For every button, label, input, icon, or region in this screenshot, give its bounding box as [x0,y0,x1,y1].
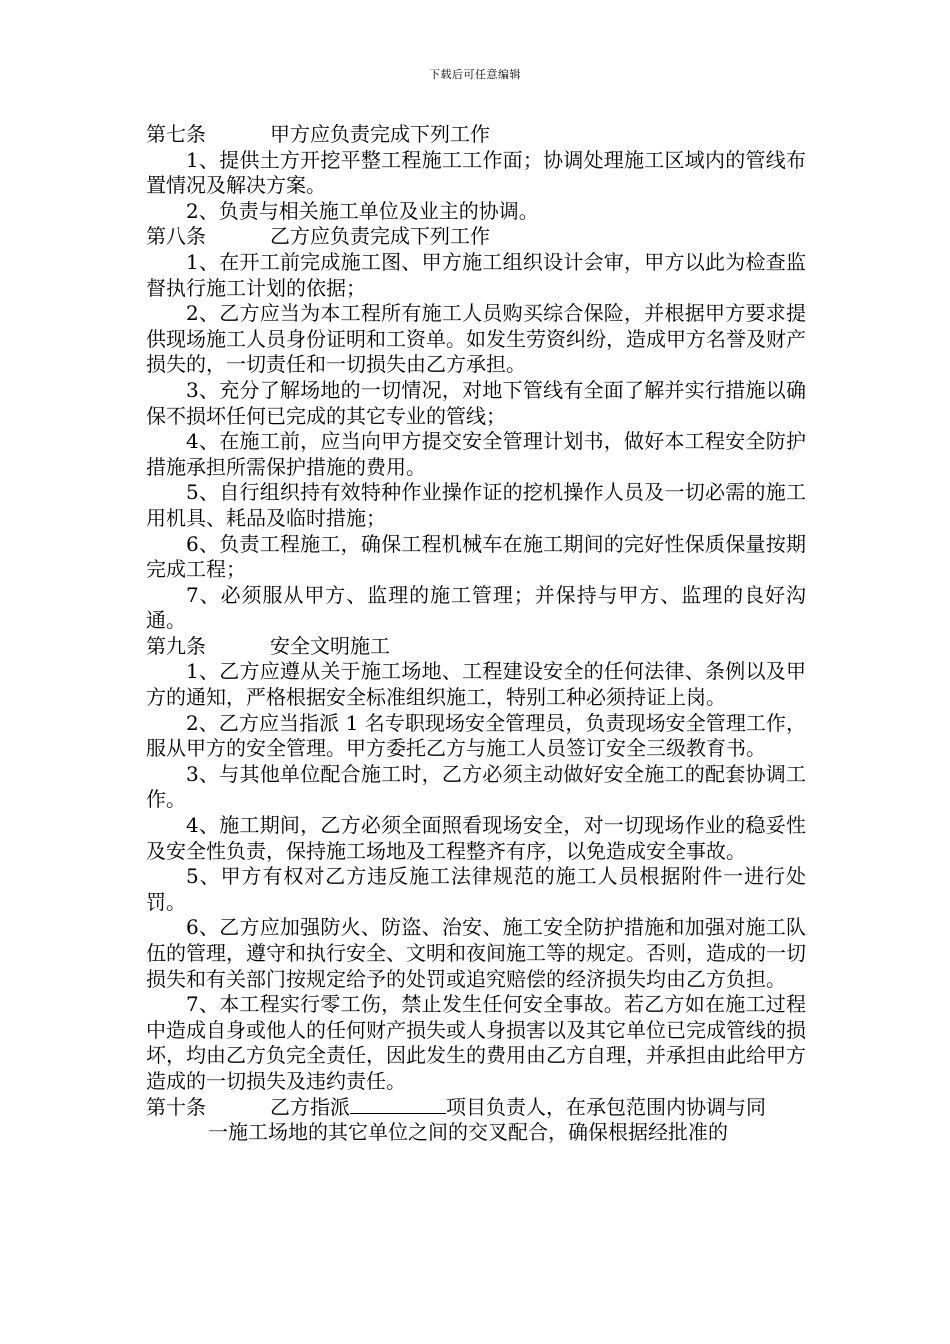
article-10-continuation: 一施工场地的其它单位之间的交叉配合，确保根据经批准的 [208,1120,728,1145]
article-9-heading [146,634,806,660]
article-7-item: 1、提供土方开挖平整工程施工工作面；协调处理施工区域内的管线布置情况及解决方案。 [146,147,806,198]
article-10-text-after: 项目负责人，在承包范围内协调与同 [446,1094,766,1119]
article-9-item: 7、本工程实行零工伤，禁止发生任何安全事故。若乙方如在施工过程中造成自身或他人的任何财产损失或人身损害以及其它单位已完成管线的损坏，均由乙方负完全责任，因此发生的费用由乙方自理，并承担由此给甲方造成的一切损失及违约责任。 [146,992,806,1093]
article-7-item: 2、负责与相关施工单位及业主的协调。 [186,198,539,223]
article-9-item: 6、乙方应加强防火、防盗、治安、施工安全防护措施和加强对施工队伍的管理，遵守和执行安全、文明和夜间施工等的规定。否则，造成的一切损失和有关部门按规定给予的处罚或追究赔偿的经济损失均由乙方负担。 [146,915,806,991]
article-9-item: 2、乙方应当指派 1 名专职现场安全管理员，负责现场安全管理工作，服从甲方的安全管理。甲方委托乙方与施工人员签订安全三级教育书。 [146,710,806,761]
article-title: 安全文明施工 [270,633,390,658]
article-number: 第七条 [146,122,206,146]
article-8-item: 4、在施工前，应当向甲方提交安全管理计划书，做好本工程安全防护措施承担所需保护措施的费用。 [146,429,806,479]
document-body [146,122,806,1146]
article-8-item: 5、自行组织持有效特种作业操作证的挖机操作人员及一切必需的施工用机具、耗品及临时措施； [146,480,806,530]
article-9-item: 3、与其他单位配合施工时，乙方必须主动做好安全施工的配套协调工作。 [146,761,806,812]
article-number: 第十条 [146,1094,206,1119]
download-note: 下载后可任意编辑 [429,68,521,81]
article-8-item: 3、充分了解场地的一切情况，对地下管线有全面了解并实行措施以确保不损坏任何已完成的其它专业的管线； [146,377,806,428]
article-title: 乙方应负责完成下列工作 [270,224,490,249]
article-8-item: 7、必须服从甲方、监理的施工管理；并保持与甲方、监理的良好沟通。 [146,582,806,633]
article-9-item: 4、施工期间，乙方必须全面照看现场安全，对一切现场作业的稳妥性及安全性负责，保持施工场地及工程整齐有序，以免造成安全事故。 [146,813,806,863]
article-number: 第八条 [146,224,206,249]
article-9-item: 5、甲方有权对乙方违反施工法律规范的施工人员根据附件一进行处罚。 [146,864,806,914]
article-8-item: 1、在开工前完成施工图、甲方施工组织设计会审，甲方以此为检查监督执行施工计划的依据； [146,249,806,300]
article-8-heading [146,224,806,250]
article-9-item: 1、乙方应遵从关于施工场地、工程建设安全的任何法律、条例以及甲方的通知，严格根据安全标准组织施工，特别工种必须持证上岗。 [146,659,806,710]
article-title: 甲方应负责完成下列工作 [270,122,490,146]
blank-fill-line [350,1095,446,1114]
article-10-heading [146,1095,806,1121]
article-8-item: 6、负责工程施工，确保工程机械车在施工期间的完好性保质保量按期完成工程； [146,531,806,582]
article-number: 第九条 [146,633,206,658]
article-7-heading [146,122,806,148]
article-10-text-before: 乙方指派 [270,1094,350,1119]
article-8-item: 2、乙方应当为本工程所有施工人员购买综合保险，并根据甲方要求提供现场施工人员身份证明和工资单。如发生劳资纠纷，造成甲方名誉及财产损失的，一切责任和一切损失由乙方承担。 [146,301,806,377]
